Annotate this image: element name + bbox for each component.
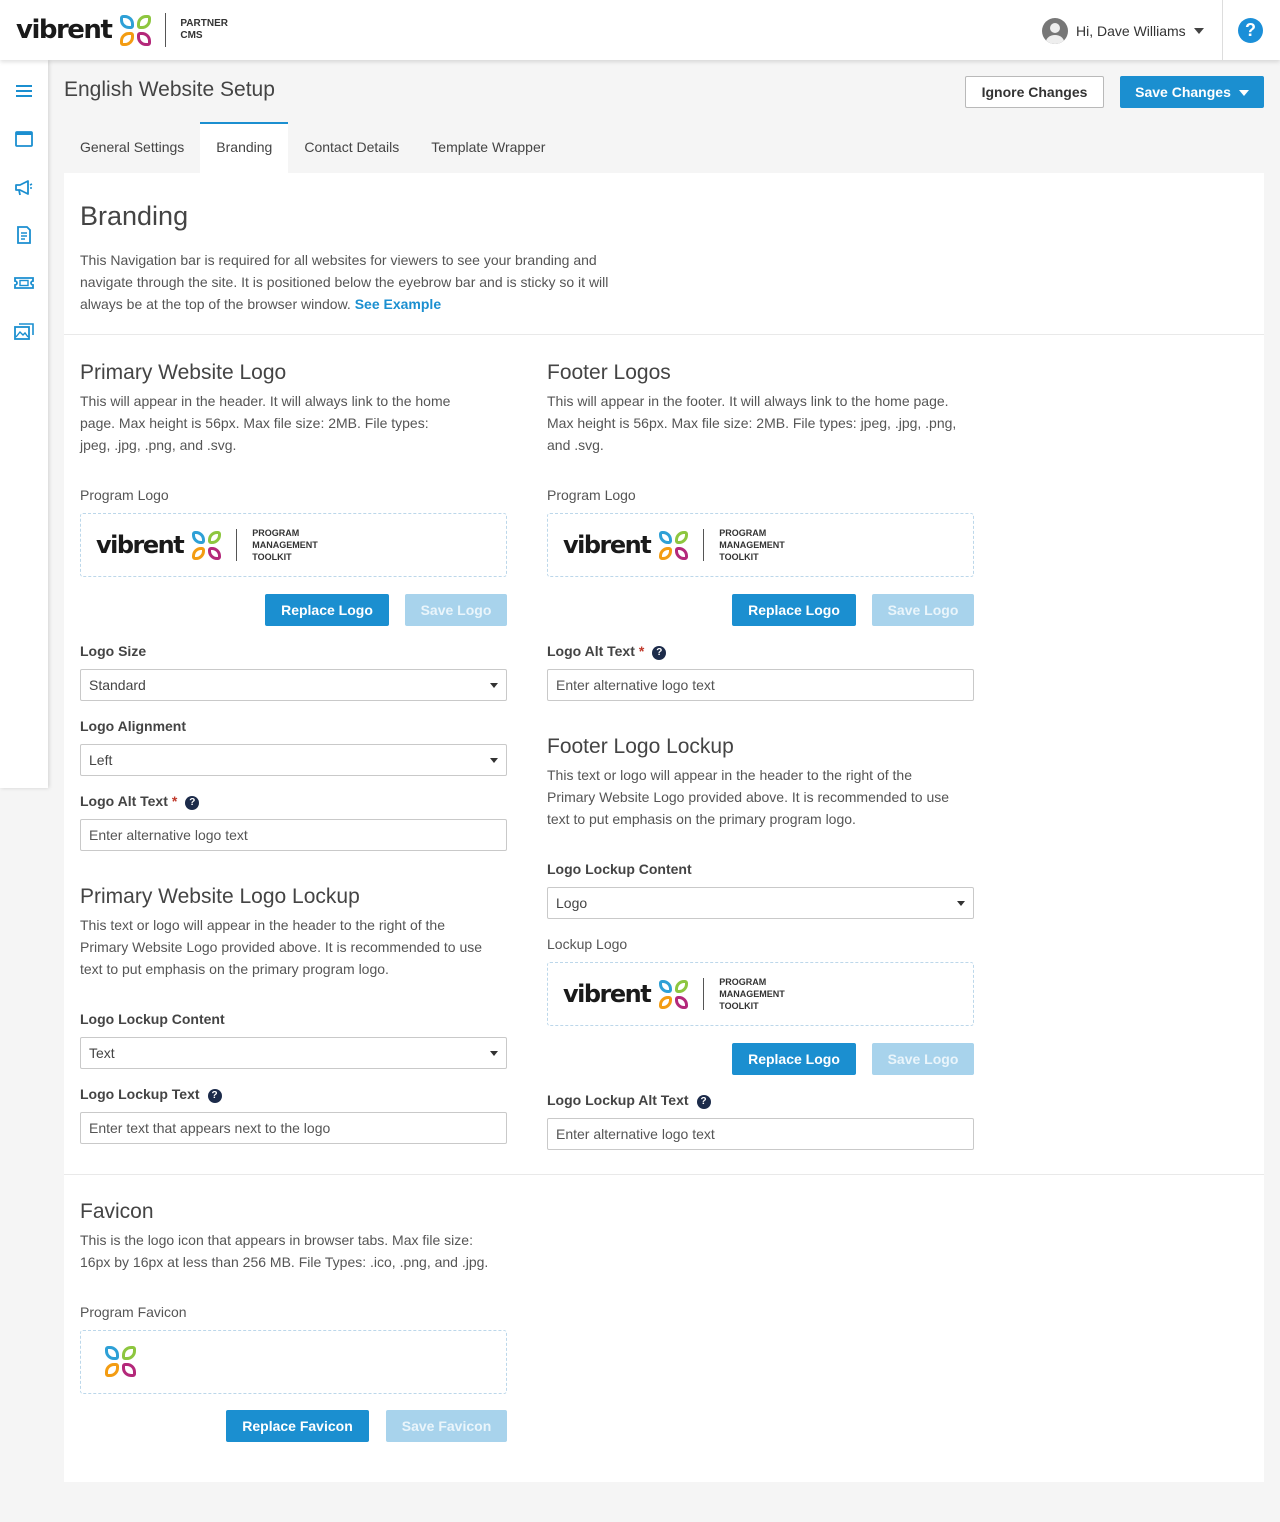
lockup-alt-text-label: Logo Lockup Alt Text ? (547, 1092, 711, 1109)
logo-alt-text-input[interactable] (80, 819, 507, 851)
chevron-down-icon (490, 758, 498, 763)
footer-logo-alt-text-label: Logo Alt Text * ? (547, 643, 666, 660)
avatar-icon (1042, 18, 1068, 44)
section-divider (64, 1174, 1264, 1175)
lockup-logo-image: vibrent PROGRAM MANAGEMENT TOOLKIT (563, 977, 785, 1011)
footer-lockup-content-label: Logo Lockup Content (547, 861, 692, 877)
help-icon[interactable]: ? (697, 1095, 711, 1109)
tab-branding[interactable]: Branding (200, 122, 288, 173)
footer-logos-heading: Footer Logos (547, 361, 671, 384)
help-icon[interactable]: ? (1238, 18, 1263, 43)
footer-logo-dropzone[interactable] (547, 513, 974, 577)
logo-lockup-content-select[interactable]: Text (80, 1037, 507, 1069)
logo-lockup-text-input[interactable] (80, 1112, 507, 1144)
megaphone-icon[interactable] (13, 176, 35, 198)
logo-size-label: Logo Size (80, 643, 147, 659)
browser-window-icon[interactable] (13, 128, 35, 150)
lockup-logo-label: Lockup Logo (547, 936, 628, 952)
tab-contact-details[interactable]: Contact Details (304, 139, 400, 155)
primary-logo-dropzone[interactable] (80, 513, 507, 577)
brand-subtitle: PARTNER CMS (180, 18, 228, 41)
brand-petals-icon (120, 15, 151, 46)
see-example-link[interactable]: See Example (354, 296, 442, 312)
primary-lockup-description: This text or logo will appear in the header to the right of the Primary Website Logo provided above. It is recommended to use text to put emphasis on the primary program logo. (80, 917, 483, 977)
user-greeting: Hi, Dave Williams (1076, 23, 1186, 39)
footer-lockup-heading: Footer Logo Lockup (547, 735, 734, 758)
chevron-down-icon (490, 1051, 498, 1056)
footer-logos-description: This will appear in the footer. It will always link to the home page. Max height is 56px. Max file size: 2MB. File types: jpeg, .jpg, .png, and .svg. (547, 393, 957, 453)
save-changes-button[interactable] (1120, 76, 1264, 108)
branding-description: This Navigation bar is required for all websites for viewers to see your branding and navigate through the site. It is positioned below the eyebrow bar and is sticky so it will always be at the top of the browser window. See Example (80, 252, 609, 312)
favicon-dropzone[interactable] (80, 1330, 507, 1394)
tab-template-wrapper[interactable]: Template Wrapper (431, 139, 546, 155)
logo-size-select[interactable]: Standard (80, 669, 507, 701)
chevron-down-icon (490, 683, 498, 688)
primary-logo-description: This will appear in the header. It will always link to the home page. Max height is 56px. Max file size: 2MB. File types: jpeg, .jpg, .png, and .svg. (80, 393, 451, 453)
save-changes-label: Save Changes (1135, 84, 1231, 100)
primary-replace-logo-button[interactable]: Replace Logo (265, 594, 389, 626)
save-favicon-button[interactable]: Save Favicon (386, 1410, 507, 1442)
tab-general-settings[interactable]: General Settings (80, 139, 185, 155)
primary-save-logo-button[interactable]: Save Logo (405, 594, 507, 626)
logo-lockup-text-label: Logo Lockup Text ? (80, 1086, 222, 1103)
footer-replace-logo-button[interactable]: Replace Logo (732, 594, 856, 626)
footer-save-logo-button[interactable]: Save Logo (872, 594, 974, 626)
brand-wordmark: vibrent (16, 15, 112, 45)
footer-lockup-content-select[interactable]: Logo (547, 887, 974, 919)
lockup-save-logo-button[interactable]: Save Logo (872, 1043, 974, 1075)
document-icon[interactable] (13, 224, 35, 246)
lockup-logo-dropzone[interactable] (547, 962, 974, 1026)
menu-icon[interactable] (13, 80, 35, 102)
branding-panel (64, 173, 1264, 1482)
page-title: English Website Setup (64, 78, 275, 101)
chevron-down-icon (1194, 28, 1204, 34)
chevron-down-icon (1239, 90, 1249, 96)
chevron-down-icon (957, 901, 965, 906)
images-icon[interactable] (13, 320, 35, 342)
user-menu[interactable] (1042, 16, 1204, 46)
footer-logo-alt-text-input[interactable] (547, 669, 974, 701)
header-divider (1222, 0, 1223, 60)
program-logo-image: vibrent PROGRAM MANAGEMENT TOOLKIT (96, 528, 318, 562)
lockup-alt-text-input[interactable] (547, 1118, 974, 1150)
footer-lockup-description: This text or logo will appear in the header to the right of the Primary Website Logo provided above. It is recommended to use text to put emphasis on the primary program logo. (547, 767, 950, 827)
ticket-icon[interactable] (13, 272, 35, 294)
logo-alt-text-label: Logo Alt Text * ? (80, 793, 199, 810)
help-icon[interactable]: ? (208, 1089, 222, 1103)
primary-logo-heading: Primary Website Logo (80, 361, 287, 384)
replace-favicon-button[interactable]: Replace Favicon (226, 1410, 369, 1442)
favicon-description: This is the logo icon that appears in browser tabs. Max file size: 16px by 16px at less than 256 MB. File Types: .ico, .png, and .jpg. (80, 1232, 489, 1270)
footer-logo-image: vibrent PROGRAM MANAGEMENT TOOLKIT (563, 528, 785, 562)
favicon-heading: Favicon (80, 1200, 154, 1223)
sidebar (0, 60, 48, 788)
top-bar (0, 0, 1280, 60)
logo-lockup-content-label: Logo Lockup Content (80, 1011, 225, 1027)
tab-bar (64, 122, 561, 173)
brand-logo[interactable] (16, 12, 228, 48)
logo-alignment-label: Logo Alignment (80, 718, 187, 734)
brand-divider (165, 13, 166, 47)
branding-heading: Branding (80, 201, 189, 231)
help-icon[interactable]: ? (652, 646, 666, 660)
lockup-replace-logo-button[interactable]: Replace Logo (732, 1043, 856, 1075)
help-icon[interactable]: ? (185, 796, 199, 810)
section-divider (64, 334, 1264, 335)
favicon-image (105, 1346, 136, 1377)
footer-program-logo-label: Program Logo (547, 487, 636, 503)
ignore-changes-button[interactable]: Ignore Changes (965, 76, 1104, 108)
logo-alignment-select[interactable]: Left (80, 744, 507, 776)
primary-lockup-heading: Primary Website Logo Lockup (80, 885, 360, 908)
program-logo-label: Program Logo (80, 487, 169, 503)
program-favicon-label: Program Favicon (80, 1304, 187, 1320)
